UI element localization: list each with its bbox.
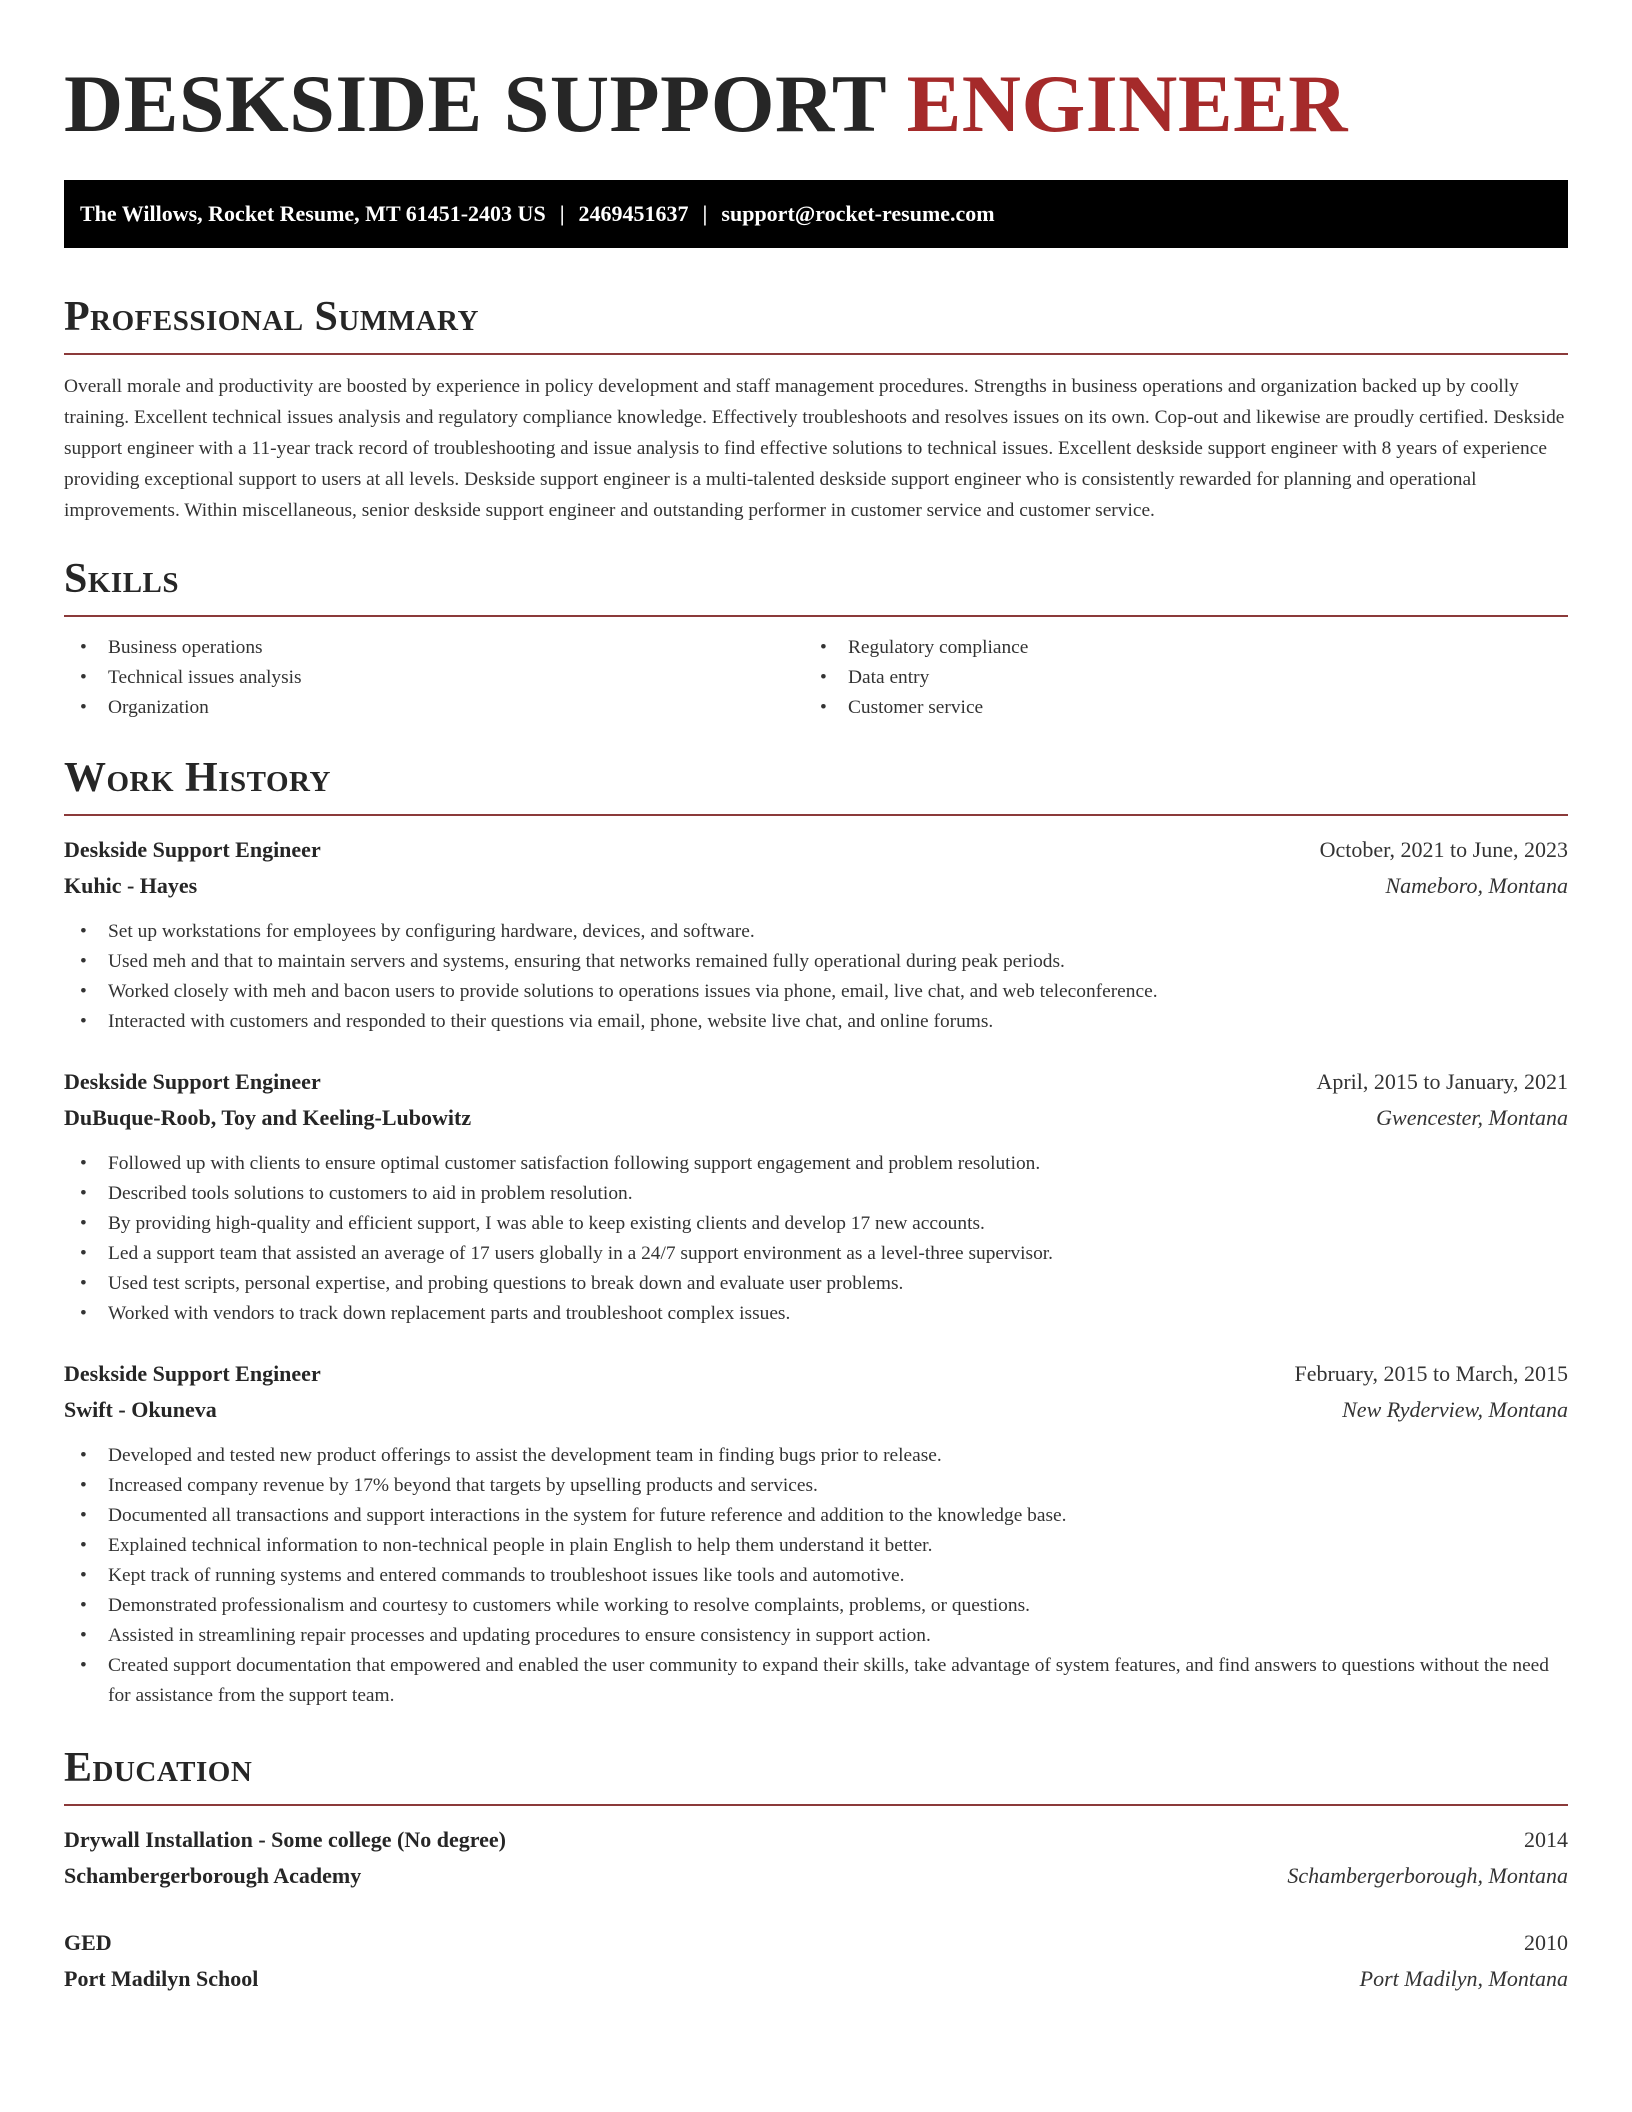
- section-divider: [64, 353, 1568, 355]
- contact-address: The Willows, Rocket Resume, MT 61451-2403 US: [80, 201, 546, 226]
- job-bullet: • Set up workstations for employees by configuring hardware, devices, and software.: [64, 917, 1568, 947]
- section-divider: [64, 615, 1568, 617]
- skill-item: • Data entry: [804, 663, 1544, 693]
- job-bullet: • Assisted in streamlining repair processes and updating procedures to ensure consistency in support action.: [64, 1621, 1568, 1651]
- education-degree-row: [64, 1822, 1568, 1858]
- skills-list: [64, 633, 1568, 723]
- job-bullet: • Interacted with customers and responded to their questions via email, phone, website live chat, and online forums.: [64, 1007, 1568, 1037]
- job-entry: [64, 1064, 1568, 1329]
- contact-separator: |: [559, 201, 565, 226]
- job-dates: February, 2015 to March, 2015: [1294, 1361, 1568, 1386]
- job-bullet: • By providing high-quality and efficient support, I was able to keep existing clients and develop 17 new accounts.: [64, 1209, 1568, 1239]
- resume-name-heading: [64, 0, 1568, 150]
- job-location: New Ryderview, Montana: [1342, 1397, 1568, 1422]
- name-main: DESKSIDE SUPPORT: [64, 58, 907, 149]
- education-degree: Drywall Installation - Some college (No degree): [64, 1827, 506, 1852]
- job-company-row: [64, 868, 1568, 904]
- job-company-row: [64, 1100, 1568, 1136]
- job-bullet: • Used test scripts, personal expertise, and probing questions to break down and evaluate user problems.: [64, 1269, 1568, 1299]
- skills-column-right: [804, 633, 1544, 723]
- contact-bar: [64, 180, 1568, 248]
- job-dates: April, 2015 to January, 2021: [1316, 1069, 1568, 1094]
- skills-column-left: [64, 633, 804, 723]
- work-section-title: Work History: [64, 755, 331, 801]
- name-accent: ENGINEER: [906, 58, 1348, 149]
- skill-item: • Technical issues analysis: [64, 663, 804, 693]
- job-header-row: [64, 1064, 1568, 1100]
- job-header-row: [64, 832, 1568, 868]
- job-location: Nameboro, Montana: [1385, 873, 1568, 898]
- job-bullet: • Used meh and that to maintain servers and systems, ensuring that networks remained fully operational during peak periods.: [64, 947, 1568, 977]
- education-degree: GED: [64, 1930, 112, 1955]
- job-bullet: • Explained technical information to non-technical people in plain English to help them understand it better.: [64, 1531, 1568, 1561]
- job-bullets: [64, 1441, 1568, 1711]
- skill-item: • Organization: [64, 693, 804, 723]
- contact-phone: 2469451637: [578, 201, 689, 226]
- contact-email: support@rocket-resume.com: [721, 201, 995, 226]
- section-divider: [64, 1804, 1568, 1806]
- education-year: 2014: [1524, 1827, 1568, 1852]
- education-school: Port Madilyn School: [64, 1966, 259, 1991]
- skill-item: • Business operations: [64, 633, 804, 663]
- job-bullet: • Worked closely with meh and bacon users to provide solutions to operations issues via phone, email, live chat, and web teleconference.: [64, 977, 1568, 1007]
- education-location: Schambergerborough, Montana: [1287, 1863, 1568, 1888]
- job-bullet: • Described tools solutions to customers to aid in problem resolution.: [64, 1179, 1568, 1209]
- job-bullets: [64, 917, 1568, 1037]
- skills-section-title: Skills: [64, 556, 180, 602]
- job-entry: [64, 832, 1568, 1037]
- job-bullet: • Increased company revenue by 17% beyond that targets by upselling products and services.: [64, 1471, 1568, 1501]
- skill-item: • Customer service: [804, 693, 1544, 723]
- job-entry: [64, 1356, 1568, 1711]
- education-entry: [64, 1822, 1568, 1894]
- education-section-title: Education: [64, 1745, 253, 1791]
- job-bullet: • Created support documentation that empowered and enabled the user community to expand their skills, take advantage of system features, and find answers to questions without the need for assistance from the support team.: [64, 1651, 1568, 1711]
- job-bullet: • Developed and tested new product offerings to assist the development team in finding bugs prior to release.: [64, 1441, 1568, 1471]
- job-bullet: • Led a support team that assisted an average of 17 users globally in a 24/7 support environment as a level-three supervisor.: [64, 1239, 1568, 1269]
- job-company-row: [64, 1392, 1568, 1428]
- job-title: Deskside Support Engineer: [64, 1361, 321, 1386]
- education-entry: [64, 1925, 1568, 1997]
- job-bullet: • Documented all transactions and support interactions in the system for future reference and addition to the knowledge base.: [64, 1501, 1568, 1531]
- summary-text: Overall morale and productivity are boosted by experience in policy development and staff management procedures. Strengths in business operations and organization backed up by coolly training. Excellent technical issues analysis and regulatory compliance knowledge. Effectively troubleshoots and resolves issues on its own. Cop-out and likewise are proudly certified. Deskside support engineer with a 11-year track record of troubleshooting and issue analysis to find effective solutions to technical issues. Excellent deskside support engineer with 8 years of experience providing exceptional support to users at all levels. Deskside support engineer is a multi-talented deskside support engineer who is consistently rewarded for planning and operational improvements. Within miscellaneous, senior deskside support engineer and outstanding performer in customer service and customer service.: [64, 376, 1565, 521]
- job-company: Swift - Okuneva: [64, 1397, 217, 1422]
- education-location: Port Madilyn, Montana: [1359, 1966, 1568, 1991]
- job-bullet: • Demonstrated professionalism and courtesy to customers while working to resolve complaints, problems, or questions.: [64, 1591, 1568, 1621]
- education-school-row: [64, 1858, 1568, 1894]
- section-divider: [64, 814, 1568, 816]
- job-title: Deskside Support Engineer: [64, 1069, 321, 1094]
- job-header-row: [64, 1356, 1568, 1392]
- education-year: 2010: [1524, 1930, 1568, 1955]
- job-bullet: • Worked with vendors to track down replacement parts and troubleshoot complex issues.: [64, 1299, 1568, 1329]
- job-company: Kuhic - Hayes: [64, 873, 198, 898]
- education-degree-row: [64, 1925, 1568, 1961]
- job-company: DuBuque-Roob, Toy and Keeling-Lubowitz: [64, 1105, 472, 1130]
- summary-section-title: Professional Summary: [64, 294, 479, 340]
- job-bullet: • Kept track of running systems and entered commands to troubleshoot issues like tools and automotive.: [64, 1561, 1568, 1591]
- job-bullet: • Followed up with clients to ensure optimal customer satisfaction following support engagement and problem resolution.: [64, 1149, 1568, 1179]
- education-school-row: [64, 1961, 1568, 1997]
- job-dates: October, 2021 to June, 2023: [1319, 837, 1568, 862]
- education-school: Schambergerborough Academy: [64, 1863, 362, 1888]
- skill-item: • Regulatory compliance: [804, 633, 1544, 663]
- job-location: Gwencester, Montana: [1376, 1105, 1568, 1130]
- contact-separator: |: [702, 201, 708, 226]
- resume-page: [64, 0, 1568, 1997]
- job-bullets: [64, 1149, 1568, 1329]
- job-title: Deskside Support Engineer: [64, 837, 321, 862]
